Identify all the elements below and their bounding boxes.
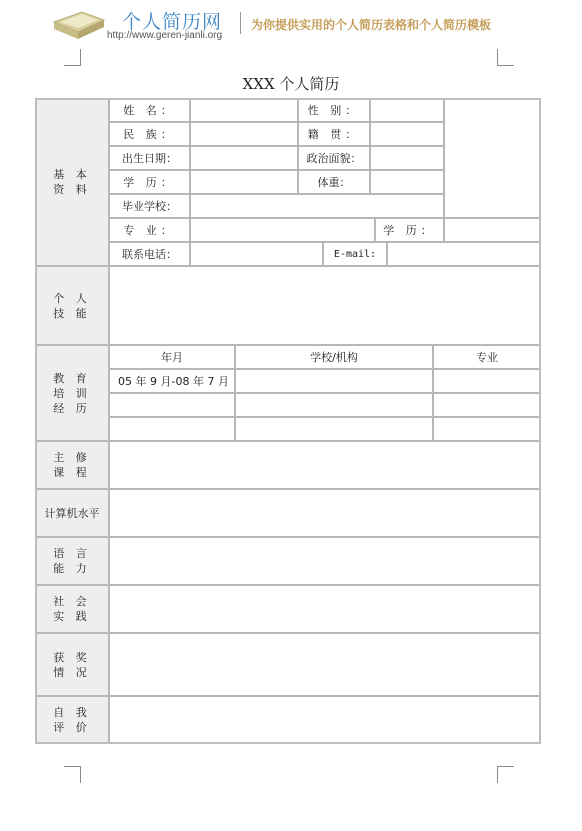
label-birth-date: 出生日期： <box>109 146 190 170</box>
section-label: 实 践 <box>53 610 91 623</box>
edu-header-school: 学校/机构 <box>235 345 433 369</box>
label-school: 毕业学校： <box>109 194 190 218</box>
section-label: 教 育 <box>53 371 91 385</box>
section-label: 获 奖 <box>53 650 91 664</box>
section-label: 个 人 <box>53 291 91 305</box>
document-title: XXX 个人简历 <box>242 75 340 93</box>
section-label: 评 价 <box>53 721 91 734</box>
edu-cell-date[interactable]: 05 年 9 月-08 年 7 月 <box>109 369 235 393</box>
edu-header-major: 专业 <box>433 345 541 369</box>
label-name: 姓 名： <box>109 98 190 122</box>
section-label: 情 况 <box>53 665 91 679</box>
section-label: 技 能 <box>53 306 91 320</box>
label-native-place: 籍 贯： <box>298 122 370 146</box>
page-corner-mark <box>64 766 81 783</box>
label-gender: 性 别： <box>298 98 370 122</box>
logo-book-icon <box>52 10 106 40</box>
section-label: 自 我 <box>53 706 91 719</box>
section-label: 基 本 <box>53 168 91 181</box>
label-phone: 联系电话： <box>109 242 190 266</box>
label-political: 政治面貌： <box>298 146 370 170</box>
edu-header-date: 年月 <box>109 345 235 369</box>
section-label: 经 历 <box>53 401 91 415</box>
section-label: 计算机水平 <box>44 506 100 520</box>
site-tagline: 为你提供实用的个人简历表格和个人简历模板 <box>251 18 492 32</box>
section-label: 课 程 <box>53 466 91 479</box>
section-label: 语 言 <box>53 547 91 560</box>
page-corner-mark <box>64 49 81 66</box>
section-label: 资 料 <box>53 183 91 196</box>
site-header <box>0 0 582 46</box>
label-degree: 学 历： <box>109 170 190 194</box>
page-corner-mark <box>497 766 514 783</box>
form-border <box>35 98 541 744</box>
section-label: 能 力 <box>53 562 91 575</box>
label-weight: 体重： <box>298 170 370 194</box>
section-label: 主 修 <box>53 451 91 464</box>
section-label: 社 会 <box>53 595 91 608</box>
label-major: 专 业： <box>109 218 190 242</box>
resume-form <box>35 98 541 744</box>
section-label: 培 训 <box>53 386 91 400</box>
site-url[interactable]: http://www.geren-jianli.org <box>107 30 223 41</box>
page-corner-mark <box>497 49 514 66</box>
label-ethnicity: 民 族： <box>109 122 190 146</box>
label-degree-2: 学 历： <box>375 218 444 242</box>
site-name: 个人简历网 <box>122 11 223 33</box>
header-divider <box>240 12 241 34</box>
label-email: E-mail: <box>323 242 387 266</box>
